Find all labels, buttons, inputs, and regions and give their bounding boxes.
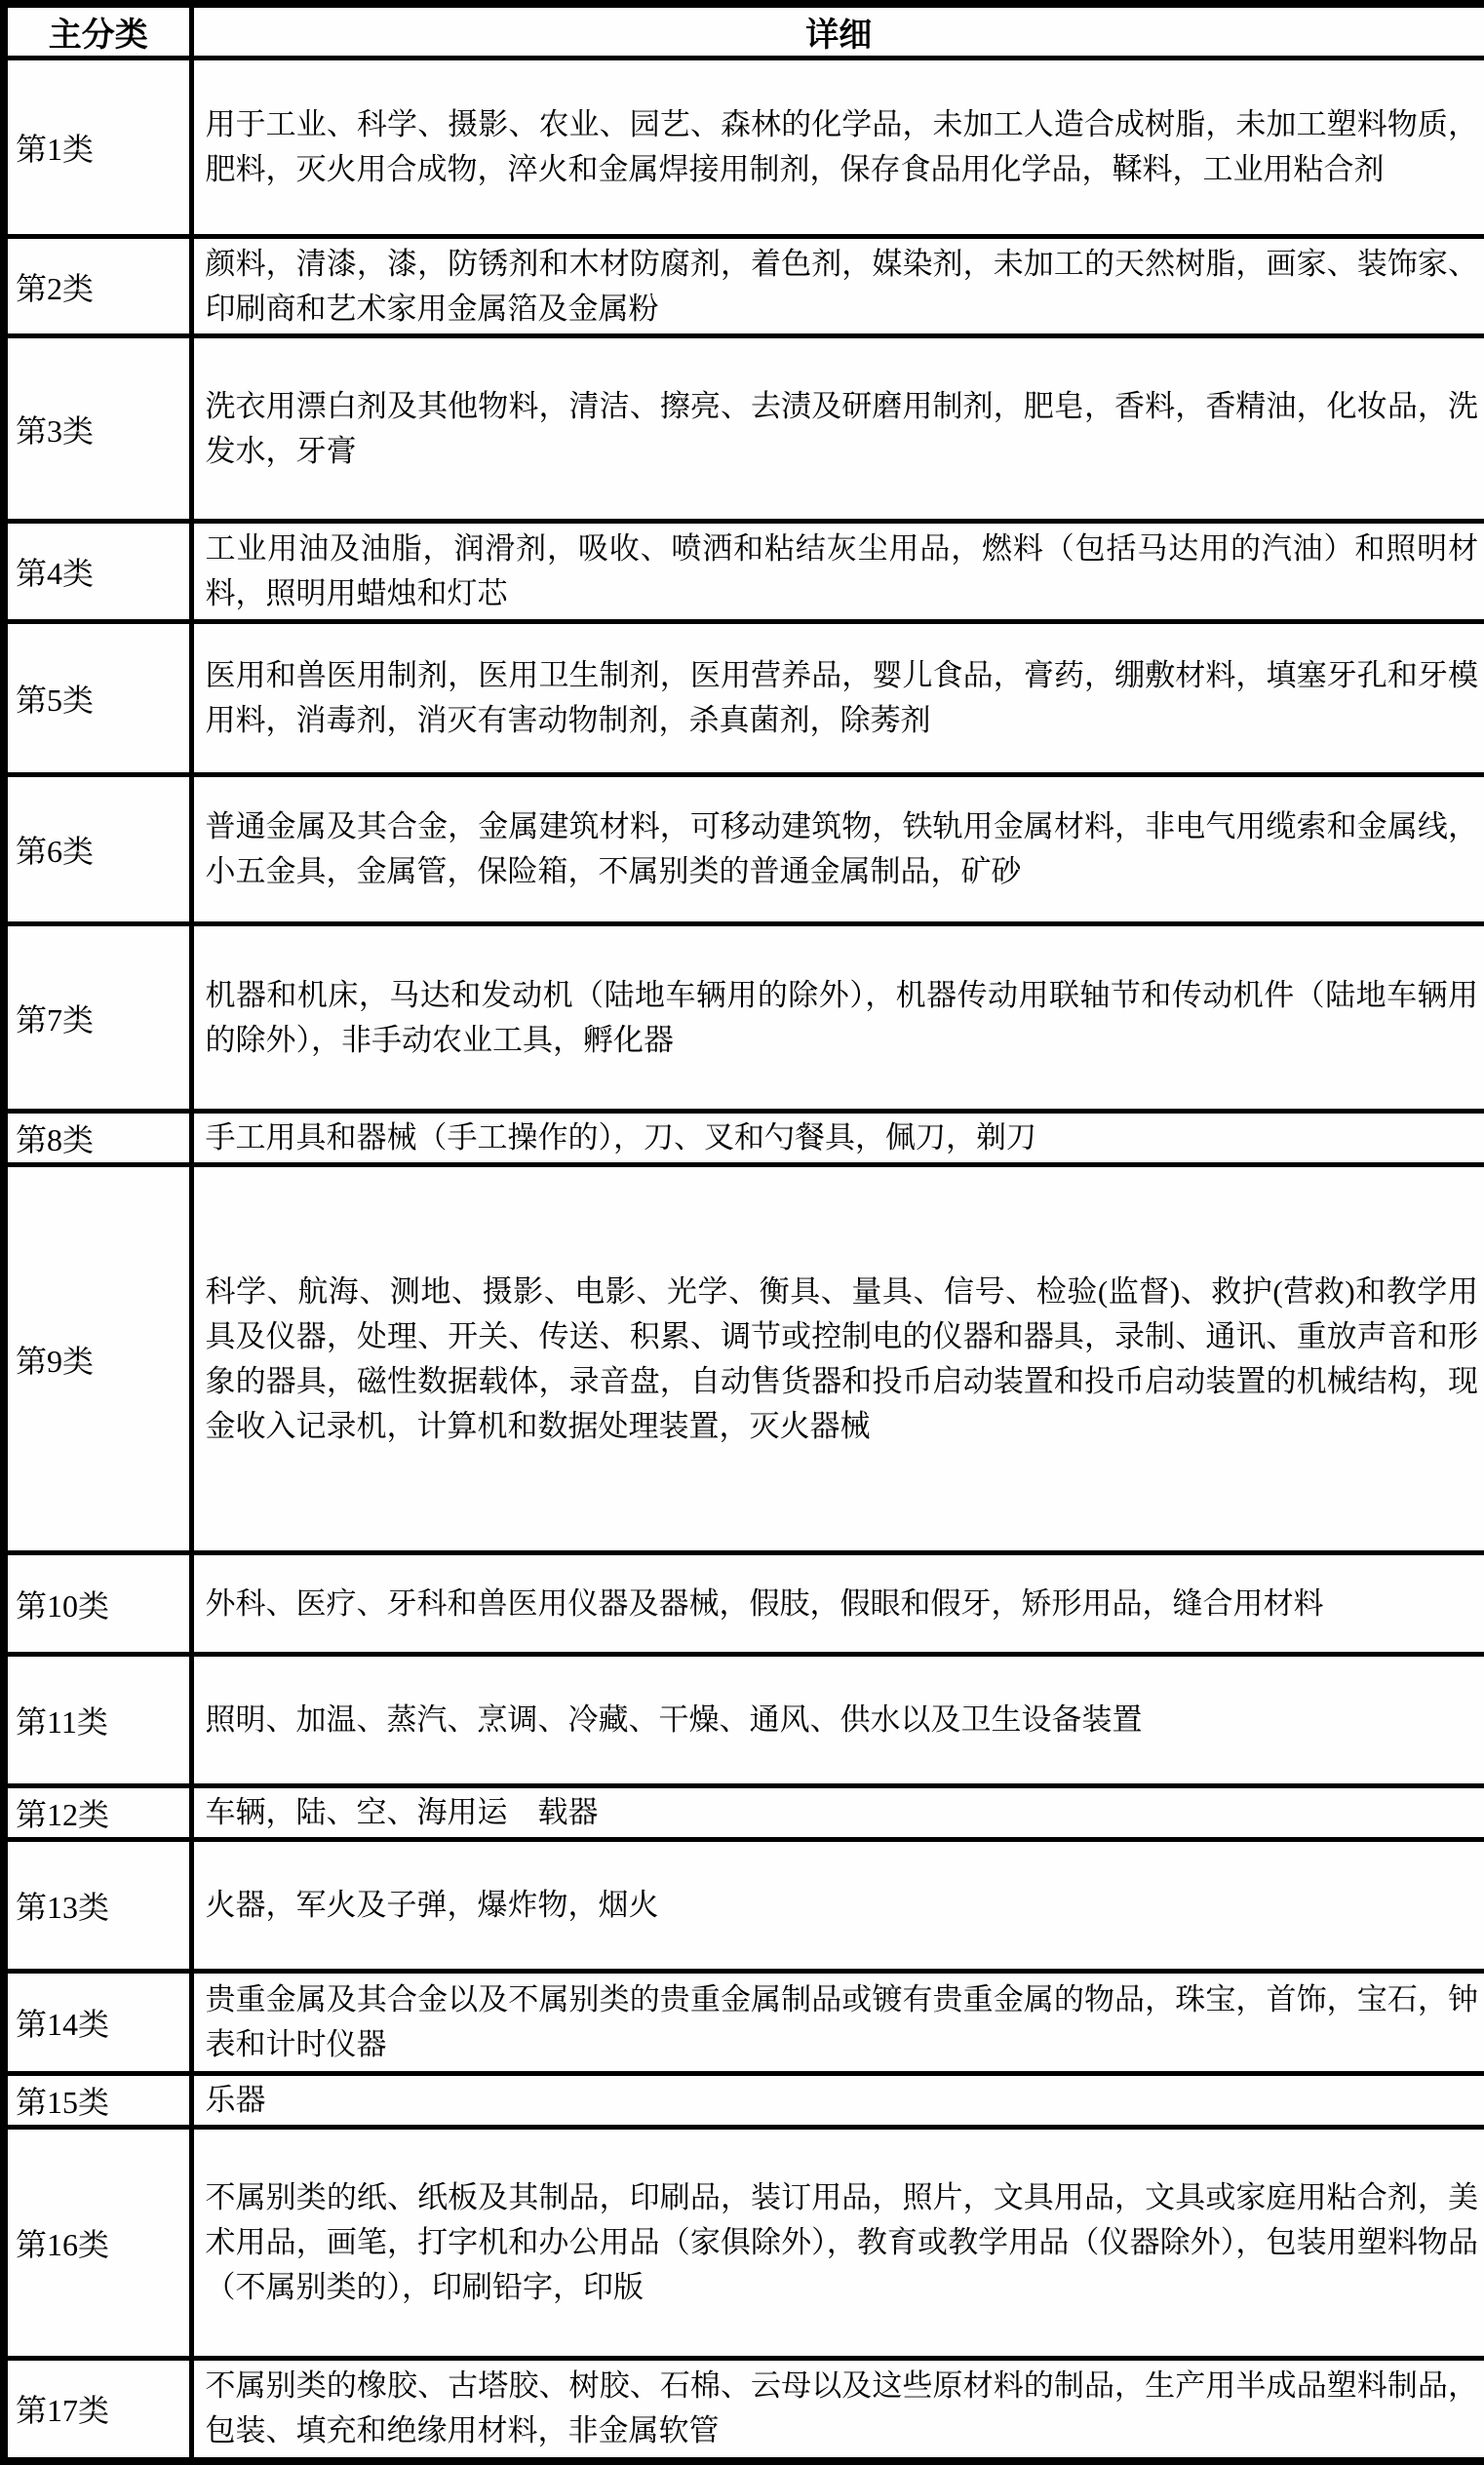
category-cell: 第17类 bbox=[4, 2359, 191, 2461]
category-cell: 第15类 bbox=[4, 2074, 191, 2128]
category-cell: 第13类 bbox=[4, 1840, 191, 1972]
detail-cell: 用于工业、科学、摄影、农业、园艺、森林的化学品，未加工人造合成树脂，未加工塑料物质，肥料，灭火用合成物，淬火和金属焊接用制剂，保存食品用化学品，鞣料，工业用粘合剂 bbox=[191, 59, 1484, 237]
table-row bbox=[4, 237, 1484, 336]
detail-cell: 外科、医疗、牙科和兽医用仪器及器械，假肢，假眼和假牙，矫形用品，缝合用材料 bbox=[191, 1553, 1484, 1655]
detail-cell: 洗衣用漂白剂及其他物料，清洁、擦亮、去渍及研磨用制剂，肥皂，香料，香精油，化妆品，洗发水，牙膏 bbox=[191, 336, 1484, 522]
category-cell: 第12类 bbox=[4, 1786, 191, 1840]
detail-cell: 车辆，陆、空、海用运 载器 bbox=[191, 1786, 1484, 1840]
table-row bbox=[4, 2074, 1484, 2128]
table-row bbox=[4, 336, 1484, 522]
category-cell: 第7类 bbox=[4, 924, 191, 1112]
table-row bbox=[4, 1165, 1484, 1553]
category-cell: 第8类 bbox=[4, 1112, 191, 1165]
table-row bbox=[4, 59, 1484, 237]
table-row bbox=[4, 1972, 1484, 2074]
detail-cell: 贵重金属及其合金以及不属别类的贵重金属制品或镀有贵重金属的物品，珠宝，首饰，宝石，钟表和计时仪器 bbox=[191, 1972, 1484, 2074]
table-row bbox=[4, 775, 1484, 924]
category-cell: 第3类 bbox=[4, 336, 191, 522]
table-row bbox=[4, 1655, 1484, 1786]
detail-cell: 颜料，清漆，漆，防锈剂和木材防腐剂，着色剂，媒染剂，未加工的天然树脂，画家、装饰家、印刷商和艺术家用金属箔及金属粉 bbox=[191, 237, 1484, 336]
category-cell: 第6类 bbox=[4, 775, 191, 924]
header-row bbox=[4, 4, 1484, 59]
header-detail: 详细 bbox=[191, 4, 1484, 59]
detail-cell: 工业用油及油脂，润滑剂，吸收、喷洒和粘结灰尘用品，燃料（包括马达用的汽油）和照明材料，照明用蜡烛和灯芯 bbox=[191, 522, 1484, 622]
detail-cell: 不属别类的橡胶、古塔胶、树胶、石棉、云母以及这些原材料的制品，生产用半成品塑料制品，包装、填充和绝缘用材料，非金属软管 bbox=[191, 2359, 1484, 2461]
table-row bbox=[4, 522, 1484, 622]
category-cell: 第1类 bbox=[4, 59, 191, 237]
detail-cell: 医用和兽医用制剂，医用卫生制剂，医用营养品，婴儿食品，膏药，绷敷材料，填塞牙孔和牙模用料，消毒剂，消灭有害动物制剂，杀真菌剂，除莠剂 bbox=[191, 622, 1484, 775]
table-row bbox=[4, 1112, 1484, 1165]
table-body bbox=[4, 59, 1484, 2461]
table-row bbox=[4, 622, 1484, 775]
table-row bbox=[4, 1840, 1484, 1972]
detail-cell: 手工用具和器械（手工操作的），刀、叉和勺餐具，佩刀，剃刀 bbox=[191, 1112, 1484, 1165]
category-cell: 第9类 bbox=[4, 1165, 191, 1553]
category-cell: 第14类 bbox=[4, 1972, 191, 2074]
table-row bbox=[4, 924, 1484, 1112]
category-cell: 第16类 bbox=[4, 2128, 191, 2359]
category-cell: 第5类 bbox=[4, 622, 191, 775]
table-row bbox=[4, 2128, 1484, 2359]
detail-cell: 科学、航海、测地、摄影、电影、光学、衡具、量具、信号、检验(监督)、救护(营救)和教学用具及仪器，处理、开关、传送、积累、调节或控制电的仪器和器具，录制、通讯、重放声音和形象的器具，磁性数据载体，录音盘，自动售货器和投币启动装置和投币启动装置的机械结构，现金收入记录机，计算机和数据处理装置，灭火器械 bbox=[191, 1165, 1484, 1553]
detail-cell: 不属别类的纸、纸板及其制品，印刷品，装订用品，照片，文具用品，文具或家庭用粘合剂，美术用品，画笔，打字机和办公用品（家俱除外），教育或教学用品（仪器除外），包装用塑料物品（不属别类的），印刷铅字，印版 bbox=[191, 2128, 1484, 2359]
detail-cell: 普通金属及其合金，金属建筑材料，可移动建筑物，铁轨用金属材料，非电气用缆索和金属线，小五金具，金属管，保险箱，不属别类的普通金属制品，矿砂 bbox=[191, 775, 1484, 924]
detail-cell: 机器和机床，马达和发动机（陆地车辆用的除外），机器传动用联轴节和传动机件（陆地车辆用的除外），非手动农业工具，孵化器 bbox=[191, 924, 1484, 1112]
category-cell: 第4类 bbox=[4, 522, 191, 622]
detail-cell: 乐器 bbox=[191, 2074, 1484, 2128]
detail-cell: 火器，军火及子弹，爆炸物，烟火 bbox=[191, 1840, 1484, 1972]
category-cell: 第2类 bbox=[4, 237, 191, 336]
header-category: 主分类 bbox=[4, 4, 191, 59]
table-row bbox=[4, 1553, 1484, 1655]
table-row bbox=[4, 2359, 1484, 2461]
category-cell: 第10类 bbox=[4, 1553, 191, 1655]
table-row bbox=[4, 1786, 1484, 1840]
table-header bbox=[4, 4, 1484, 59]
category-cell: 第11类 bbox=[4, 1655, 191, 1786]
detail-cell: 照明、加温、蒸汽、烹调、冷藏、干燥、通风、供水以及卫生设备装置 bbox=[191, 1655, 1484, 1786]
